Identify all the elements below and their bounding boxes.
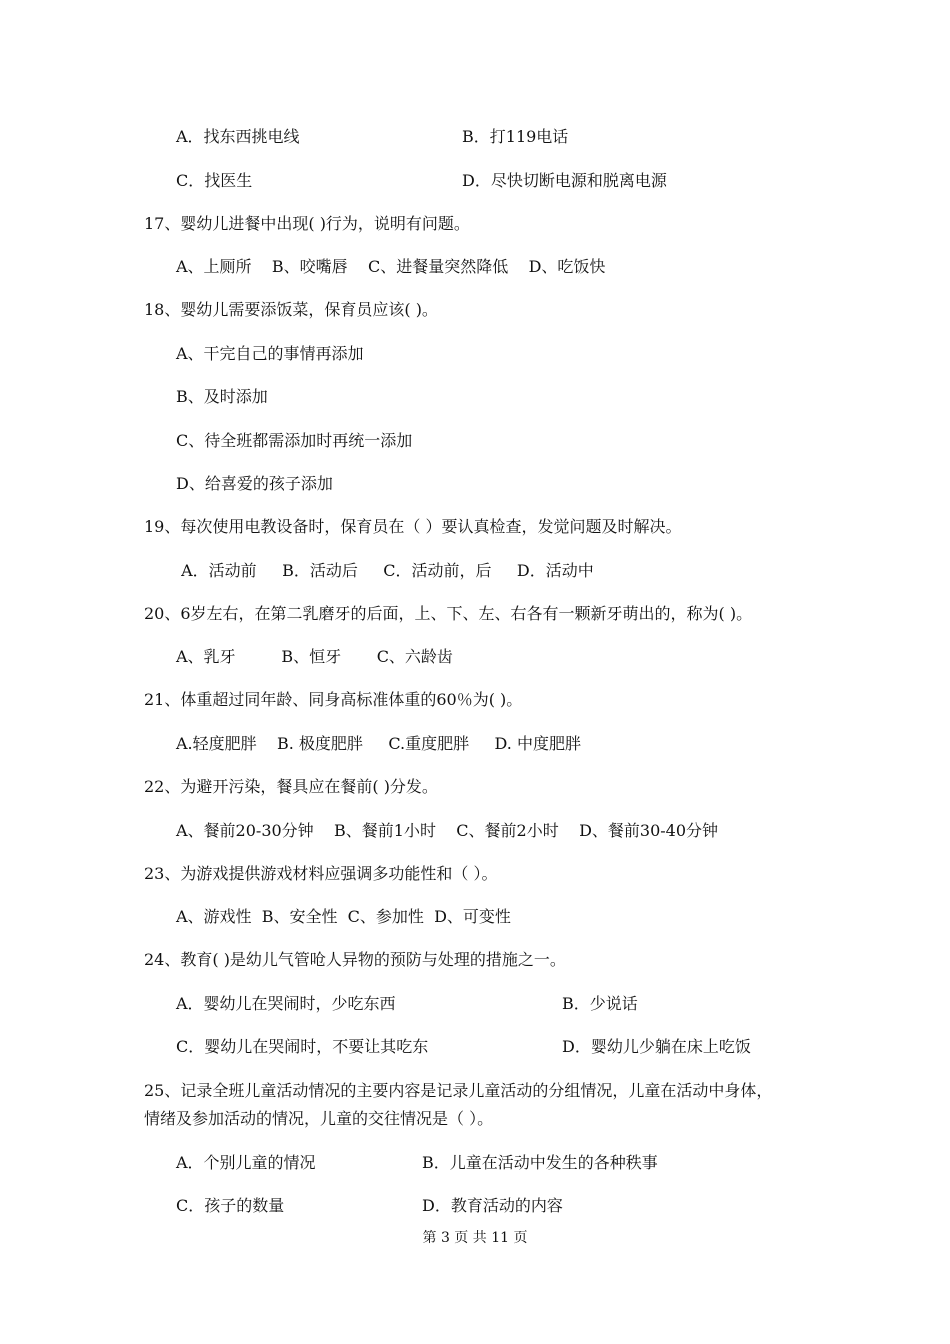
q25-stem-line1: 25、记录全班儿童活动情况的主要内容是记录儿童活动的分组情况，儿童在活动中身体， (144, 1081, 773, 1100)
q25-stem-line2: 情绪及参加活动的情况，儿童的交往情况是（ ）。 (144, 1109, 494, 1128)
q16-option-b: B．打119电话 (462, 127, 569, 146)
q18-option-c: C、待全班都需添加时再统一添加 (176, 431, 413, 450)
q16-option-d: D．尽快切断电源和脱离电源 (462, 171, 667, 190)
q25-option-c: C．孩子的数量 (176, 1196, 285, 1215)
q24-option-c: C．婴幼儿在哭闹时，不要让其吃东 (176, 1037, 429, 1056)
q24-option-b: B．少说话 (562, 994, 638, 1013)
q25-option-b: B．儿童在活动中发生的各种秩事 (422, 1153, 658, 1172)
q22-options: A、餐前20-30分钟 B、餐前1小时 C、餐前2小时 D、餐前30-40分钟 (176, 821, 719, 840)
q19-stem: 19、每次使用电教设备时，保育员在（ ）要认真检查，发觉问题及时解决。 (144, 517, 682, 536)
q25-option-d: D．教育活动的内容 (422, 1196, 563, 1215)
q24-stem: 24、教育( )是幼儿气管呛人异物的预防与处理的措施之一。 (144, 950, 566, 969)
q18-stem: 18、婴幼儿需要添饭菜，保育员应该( )。 (144, 300, 438, 319)
q21-options: A.轻度肥胖 B. 极度肥胖 C.重度肥胖 D. 中度肥胖 (176, 734, 581, 753)
q23-stem: 23、为游戏提供游戏材料应强调多功能性和（ ）。 (144, 864, 498, 883)
q18-option-b: B、及时添加 (176, 387, 268, 406)
q22-stem: 22、为避开污染，餐具应在餐前( )分发。 (144, 777, 438, 796)
q20-options: A、乳牙 B、恒牙 C、六龄齿 (176, 647, 453, 666)
page-footer: 第 3 页 共 11 页 (422, 1230, 528, 1246)
q16-option-c: C．找医生 (176, 171, 253, 190)
q23-options: A、游戏性 B、安全性 C、参加性 D、可变性 (176, 907, 511, 926)
q24-option-a: A．婴幼儿在哭闹时，少吃东西 (176, 994, 396, 1013)
q20-stem: 20、6岁左右，在第二乳磨牙的后面，上、下、左、右各有一颗新牙萌出的，称为( )。 (144, 604, 753, 623)
q17-stem: 17、婴幼儿进餐中出现( )行为，说明有问题。 (144, 214, 470, 233)
q16-option-a: A．找东西挑电线 (176, 127, 300, 146)
q17-options: A、上厕所 B、咬嘴唇 C、进餐量突然降低 D、吃饭快 (176, 257, 606, 276)
q19-options: A．活动前 B．活动后 C．活动前，后 D．活动中 (176, 561, 594, 580)
q18-option-d: D、给喜爱的孩子添加 (176, 474, 333, 493)
q18-option-a: A、干完自己的事情再添加 (176, 344, 364, 363)
q24-option-d: D．婴幼儿少躺在床上吃饭 (562, 1037, 751, 1056)
q21-stem: 21、体重超过同年龄、同身高标准体重的60％为( )。 (144, 690, 523, 709)
q25-option-a: A．个别儿童的情况 (176, 1153, 316, 1172)
